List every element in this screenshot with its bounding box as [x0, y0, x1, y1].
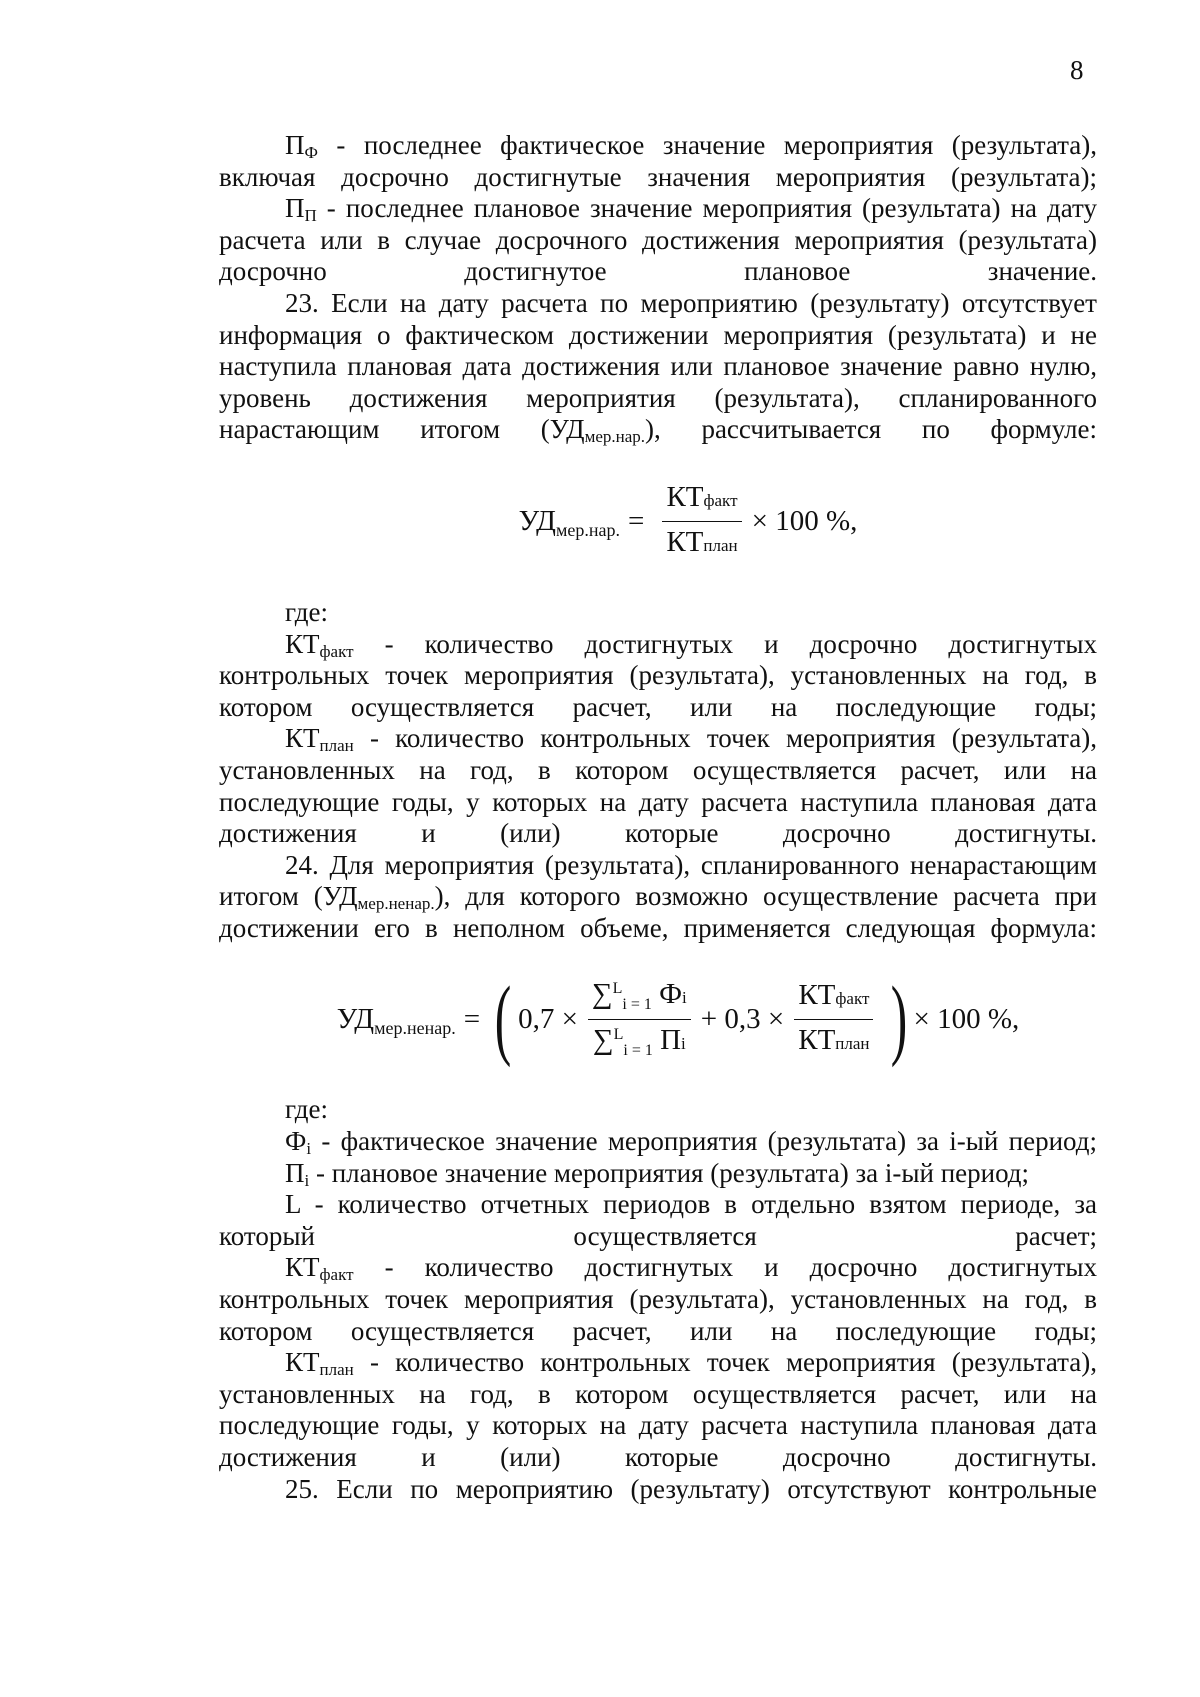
document-body [219, 130, 1097, 1505]
formula-lhs-sub: мер.ненар. [374, 1017, 456, 1038]
coefficient-1: 0,7 × [518, 1002, 578, 1035]
fraction [662, 480, 741, 563]
coefficient-2: + 0,3 × [700, 1002, 785, 1035]
paragraph-24: 24. Для мероприятия (результата), спланированного ненарастающим итогом $(УД_{мер.ненар.})$, для которого возможно осуществление расчета при достижении его в неполном объеме, применяется следующая формула: [219, 849, 1097, 943]
definition-kt-fact: $КТ_{факт}$ - количество достигнутых и досрочно достигнутых контрольных точек мероприятия (результата), установленных на год, в котором осуществляется расчет, или на последующие годы; [219, 628, 1097, 722]
where-label: где: [285, 596, 328, 627]
fraction-numerator: КТфакт [662, 480, 741, 522]
kt-numerator: КТфакт [794, 978, 873, 1020]
where-label: где: [285, 1094, 328, 1125]
formula-lhs-sub: мер.нар. [555, 519, 620, 540]
definition-pi: $П_i$ - плановое значение мероприятия (результата) за i-ый период; [285, 1157, 1030, 1190]
formula-noncumulative [219, 969, 1097, 1069]
definition-kt-plan-2: $КТ_{план}$ - количество контрольных точек мероприятия (результата), установленных на год, в котором осуществляется расчет, или на последующие годы, у которых на дату расчета наступила плановая дата достижения и (или) которые досрочно достигнуты. [219, 1347, 1097, 1472]
equals-sign: = [627, 504, 645, 537]
formula-lhs: УД [336, 1002, 375, 1035]
sum-numerator: ∑$^L_{i = 1}$ Фi [588, 977, 691, 1020]
definition-kt-fact-2: $КТ_{факт}$ - количество достигнутых и досрочно достигнутых контрольных точек мероприятия (результата), установленных на год, в котором осуществляется расчет, или на последующие годы; [219, 1252, 1097, 1346]
definition-kt-plan: $КТ_{план}$ - количество контрольных точек мероприятия (результата), установленных на год, в котором осуществляется расчет, или на последующие годы, у которых на дату расчета наступила плановая дата достижения и (или) которые досрочно достигнуты. [219, 723, 1097, 849]
paragraph-25: 25. Если по мероприятию (результату) отсутствуют контрольные [285, 1473, 1097, 1504]
paragraph-23: 23. Если на дату расчета по мероприятию (результату) отсутствует информация о фактическом достижении мероприятия (результата) и не наступила плановая дата достижения или плановое значение равно нулю, уровень достижения мероприятия (результата), спланированного нарастающим итогом $(УД_{мер.нар.})$, рассчитывается по формуле: [219, 287, 1097, 447]
fraction-denominator: КТплан [666, 525, 738, 558]
formula-tail: × 100 %, [913, 1002, 1020, 1035]
equals-sign: = [463, 1002, 481, 1035]
definition-pf: $П_Ф$ - последнее фактическое значение мероприятия (результата), включая досрочно достигнутые значения мероприятия (результата); [219, 130, 1097, 192]
formula-cumulative [219, 480, 1097, 563]
definition-fi: $Ф_i$ - фактическое значение мероприятия (результата) за i-ый период; [285, 1126, 1097, 1159]
sum-fraction [588, 977, 691, 1062]
definition-l: L - количество отчетных периодов в отдельно взятом периоде, за который осуществляется расчет; [219, 1189, 1097, 1251]
formula-lhs: УД [518, 504, 556, 537]
kt-fraction [794, 978, 873, 1061]
kt-denominator: КТплан [798, 1023, 870, 1056]
page-number: 8 [1070, 55, 1084, 85]
left-paren: ( [494, 969, 512, 1069]
sum-denominator: ∑$^L_{i = 1}$ Пi [592, 1023, 686, 1059]
formula-tail: × 100 %, [751, 504, 858, 537]
definition-pp: $П_П$ - последнее плановое значение мероприятия (результата) на дату расчета или в случае досрочного достижения мероприятия (результата) досрочно достигнутое плановое значение. [219, 193, 1097, 287]
right-paren: ) [890, 969, 907, 1069]
